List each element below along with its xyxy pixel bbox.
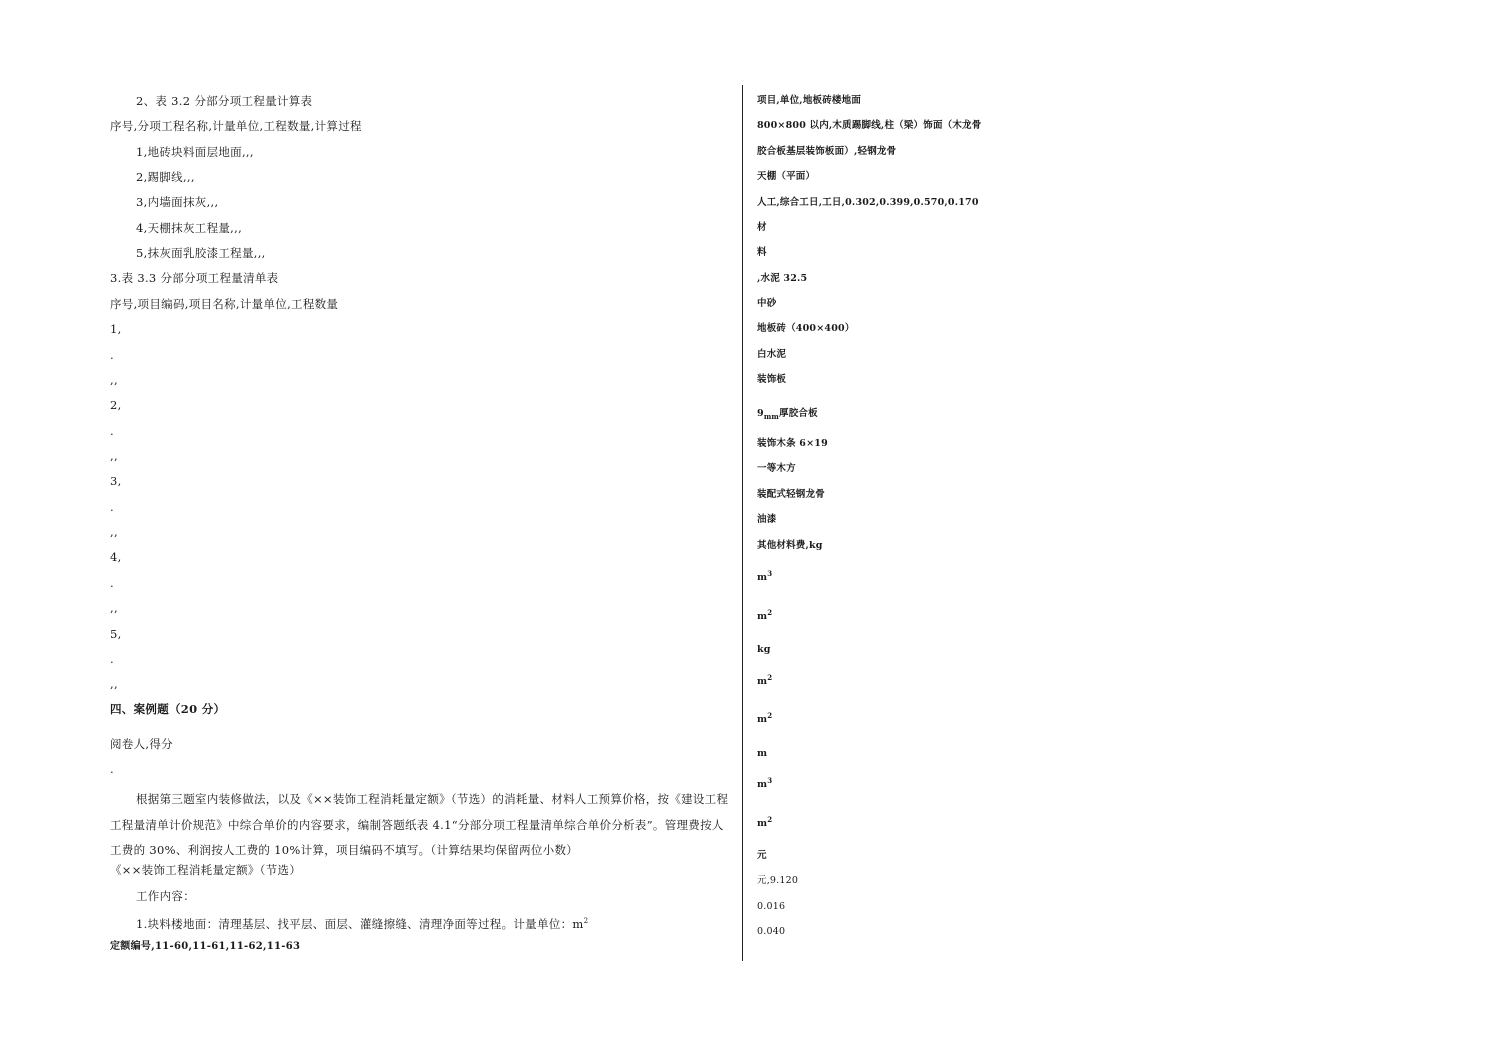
unit-sup: 3 xyxy=(767,568,773,578)
work-item-1 xyxy=(136,914,588,931)
table33-row: ,, xyxy=(110,373,118,387)
table33-row: 2, xyxy=(110,398,122,412)
right-line: 装饰木条 6×19 xyxy=(757,438,828,449)
table33-row: 3, xyxy=(110,474,122,488)
unit-line xyxy=(757,672,773,688)
unit-base: m xyxy=(757,818,768,829)
table33-row: 1, xyxy=(110,322,122,336)
right-line: 地板砖（400×400） xyxy=(757,323,855,334)
unit-line xyxy=(757,814,773,830)
unit-sup: 2 xyxy=(767,710,773,720)
reviewer-label: 阅卷人,得分 xyxy=(110,737,173,751)
right-line: 装饰板 xyxy=(757,374,787,385)
table33-row: 4, xyxy=(110,550,122,564)
table33-row: 5, xyxy=(110,627,122,641)
tail-line: 元 xyxy=(757,850,767,861)
unit-sup: 2 xyxy=(767,672,773,682)
plywood-prefix: 9 xyxy=(757,408,764,419)
unit-base: m xyxy=(757,676,768,687)
table33-row: . xyxy=(110,652,114,666)
table33-header: 序号,项目编码,项目名称,计量单位,工程数量 xyxy=(110,297,339,311)
table33-row: . xyxy=(110,348,114,362)
table32-item: 1,地砖块料面层地面,,, xyxy=(136,145,254,159)
table32-item: 2,踢脚线,,, xyxy=(136,170,195,184)
right-line: 料 xyxy=(757,247,767,258)
unit-superscript: 2 xyxy=(583,917,589,925)
table33-row: ,, xyxy=(110,449,118,463)
column-divider xyxy=(742,85,743,961)
unit-sup: 2 xyxy=(767,607,773,617)
unit-line xyxy=(757,607,773,623)
right-line: 白水泥 xyxy=(757,349,787,360)
unit-sup: 3 xyxy=(767,775,773,785)
unit-line xyxy=(757,775,773,791)
table33-row: ,, xyxy=(110,525,118,539)
right-line: 装配式轻钢龙骨 xyxy=(757,489,825,500)
right-line: ,水泥 32.5 xyxy=(757,273,808,284)
tail-line: 0.040 xyxy=(757,926,786,937)
unit-line xyxy=(757,568,773,584)
table32-item: 3,内墙面抹灰,,, xyxy=(136,195,219,209)
right-line: 天棚（平面） xyxy=(757,171,816,182)
table32-item: 4,天棚抹灰工程量,,, xyxy=(136,221,243,235)
right-line: 800×800 以内,木质踢脚线,柱（梁）饰面（木龙骨 xyxy=(757,120,982,131)
right-line: 油漆 xyxy=(757,514,777,525)
work-item-1-text: 1.块料楼地面：清理基层、找平层、面层、灌缝擦缝、清理净面等过程。计量单位：m xyxy=(136,916,584,931)
case-paragraph: 根据第三题室内装修做法，以及《××装饰工程消耗量定额》（节选）的消耗量、材料人工预算价格，按《建设工程工程量清单计价规范》中综合单价的内容要求，编制答题纸表 4.1“分部分项工程量清单综合单价分析表”。管理费按人工费的 30%、利润按人工费的 10%计算，项目编码不填写。（计算结果均保留两位小数） xyxy=(110,792,729,857)
unit-line xyxy=(757,710,773,726)
table33-row: ,, xyxy=(110,677,118,691)
plywood-line xyxy=(757,408,818,420)
unit-line xyxy=(757,748,767,760)
tail-line: 元,9.120 xyxy=(757,875,799,886)
tail-line: 0.016 xyxy=(757,901,786,912)
unit-base: m xyxy=(757,748,768,759)
right-line: 一等木方 xyxy=(757,463,796,474)
unit-sup: 2 xyxy=(767,814,773,824)
table33-row: . xyxy=(110,500,114,514)
unit-base: m xyxy=(757,572,768,583)
right-line: 项目,单位,地板砖楼地面 xyxy=(757,95,862,106)
quota-title: 《××装饰工程消耗量定额》（节选） xyxy=(110,863,302,877)
table33-row: . xyxy=(110,424,114,438)
section2-title: 2、表 3.2 分部分项工程量计算表 xyxy=(136,94,313,108)
table33-row: . xyxy=(110,576,114,590)
dot-mark: . xyxy=(110,762,114,776)
right-line: 胶合板基层装饰板面）,轻钢龙骨 xyxy=(757,146,897,157)
unit-line xyxy=(757,644,771,656)
table32-header: 序号,分项工程名称,计量单位,工程数量,计算过程 xyxy=(110,119,362,133)
unit-base: m xyxy=(757,779,768,790)
unit-base: kg xyxy=(757,644,771,655)
section4-title: 四、案例题（20 分） xyxy=(110,702,226,716)
table33-row: ,, xyxy=(110,601,118,615)
right-line: 中砂 xyxy=(757,298,777,309)
plywood-unit: mm xyxy=(763,411,780,421)
unit-base: m xyxy=(757,611,768,622)
table32-item: 5,抹灰面乳胶漆工程量,,, xyxy=(136,246,266,260)
quota-numbers: 定额编号,11-60,11-61,11-62,11-63 xyxy=(110,941,301,952)
plywood-suffix: 厚胶合板 xyxy=(779,408,818,419)
work-content-label: 工作内容： xyxy=(136,889,195,903)
section3-title: 3.表 3.3 分部分项工程量清单表 xyxy=(110,271,279,285)
unit-base: m xyxy=(757,714,768,725)
right-line: 其他材料费,kg xyxy=(757,540,823,551)
right-line: 人工,综合工日,工日,0.302,0.399,0.570,0.170 xyxy=(757,197,979,208)
right-line: 材 xyxy=(757,222,767,233)
